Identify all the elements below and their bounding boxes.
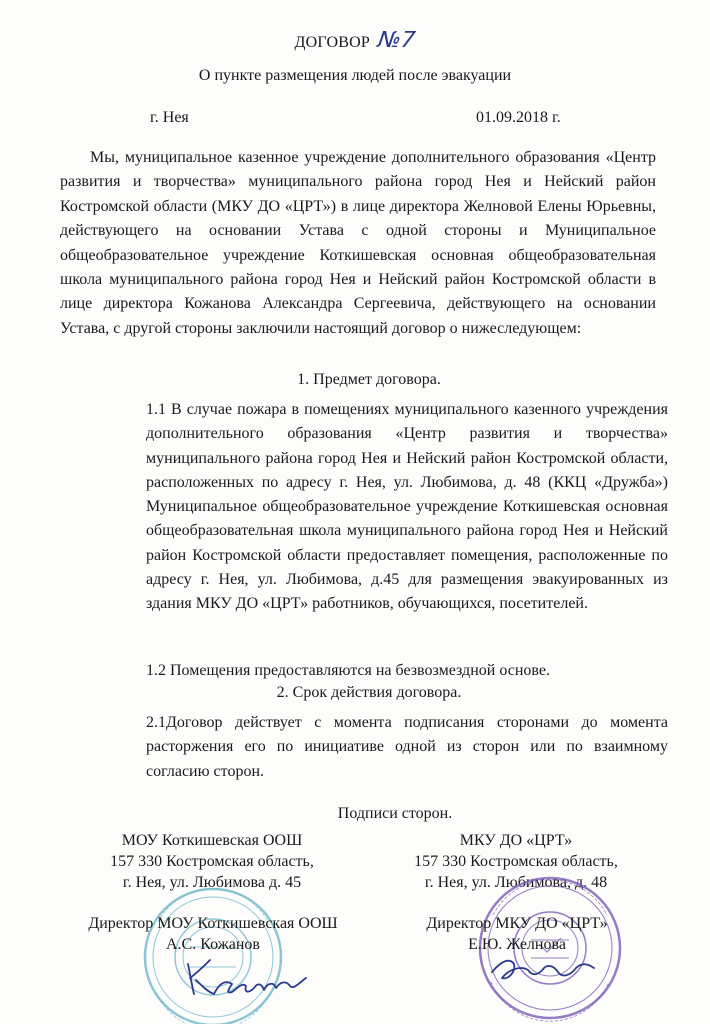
section-2-heading: 2. Срок действия договора. <box>276 684 462 701</box>
party-left-address-1: 157 330 Костромская область, <box>110 853 314 870</box>
party-right-org: МКУ ДО «ЦРТ» <box>459 832 573 849</box>
right-handwritten-signature <box>488 950 598 990</box>
contract-date: 01.09.2018 г. <box>476 109 561 126</box>
party-left-org: МОУ Коткишевская ООШ <box>121 832 303 849</box>
signatures-heading: Подписи сторон. <box>337 805 453 822</box>
party-left-address-2: г. Нея, ул. Любимова д. 45 <box>122 874 302 891</box>
party-right-director <box>352 913 682 955</box>
clause-1-2: 1.2 Помещения предоставляются на безвозмездной основе. <box>146 662 550 679</box>
party-left-director-title: Директор МОУ Коткишевская ООШ <box>88 915 338 932</box>
clause-1-1: 1.1 В случае пожара в помещениях муниципального казенного учреждения дополнительного образования «Центр развития и творчества» муниципального района город Нея и Нейский район Костромской области, расположенных по адресу г. Нея, ул. Любимова, д. 48 (ККЦ «Дружба») Муниципальное общеобразовательное учреждение Коткишевская основная общеобразовательная школа муниципального района город Нея и Нейский район Костромской области предоставляет помещения, расположенные по адресу г. Нея, ул. Любимова, д.45 для размещения эвакуированных из здания МКУ ДО «ЦРТ» работников, обучающихся, посетителей. <box>146 401 668 613</box>
party-left-director <box>48 913 378 955</box>
contract-place: г. Нея <box>150 109 189 126</box>
title-text: ДОГОВОР <box>294 34 370 51</box>
clause-2-1: 2.1Договор действует с момента подписания сторонами до момента расторжения его по инициативе одной из сторон или по взаимному согласию сторон. <box>146 714 668 780</box>
handwritten-contract-number: №7 <box>376 28 418 53</box>
party-right-address-1: 157 330 Костромская область, <box>414 853 618 870</box>
party-left-director-name: А.С. Кожанов <box>166 936 260 953</box>
document-title <box>0 28 710 53</box>
left-handwritten-signature <box>182 952 322 1000</box>
section-1-heading: 1. Предмет договора. <box>297 371 441 388</box>
party-right-address-2: г. Нея, ул. Любимова, д. 48 <box>424 874 608 891</box>
party-right-director-name: Е.Ю. Желнова <box>468 936 566 953</box>
party-right-director-title: Директор МКУ ДО «ЦРТ» <box>426 915 608 932</box>
intro-paragraph: Мы, муниципальное казенное учреждение дополнительного образования «Центр развития и творчества» муниципального района город Нея и Нейский район Костромской области (МКУ ДО «ЦРТ») в лице директора Желновой Елены Юрьевны, действующего на основании Устава с одной стороны и Муниципальное общеобразовательное учреждение Коткишевская основная общеобразовательная школа муниципального района город Нея и Нейский район Костромской области в лице директора Кожанова Александра Сергеевича, действующего на основании Устава, с другой стороны заключили настоящий договор о нижеследующем: <box>60 149 656 337</box>
document-subtitle: О пункте размещения людей после эвакуации <box>198 67 512 84</box>
